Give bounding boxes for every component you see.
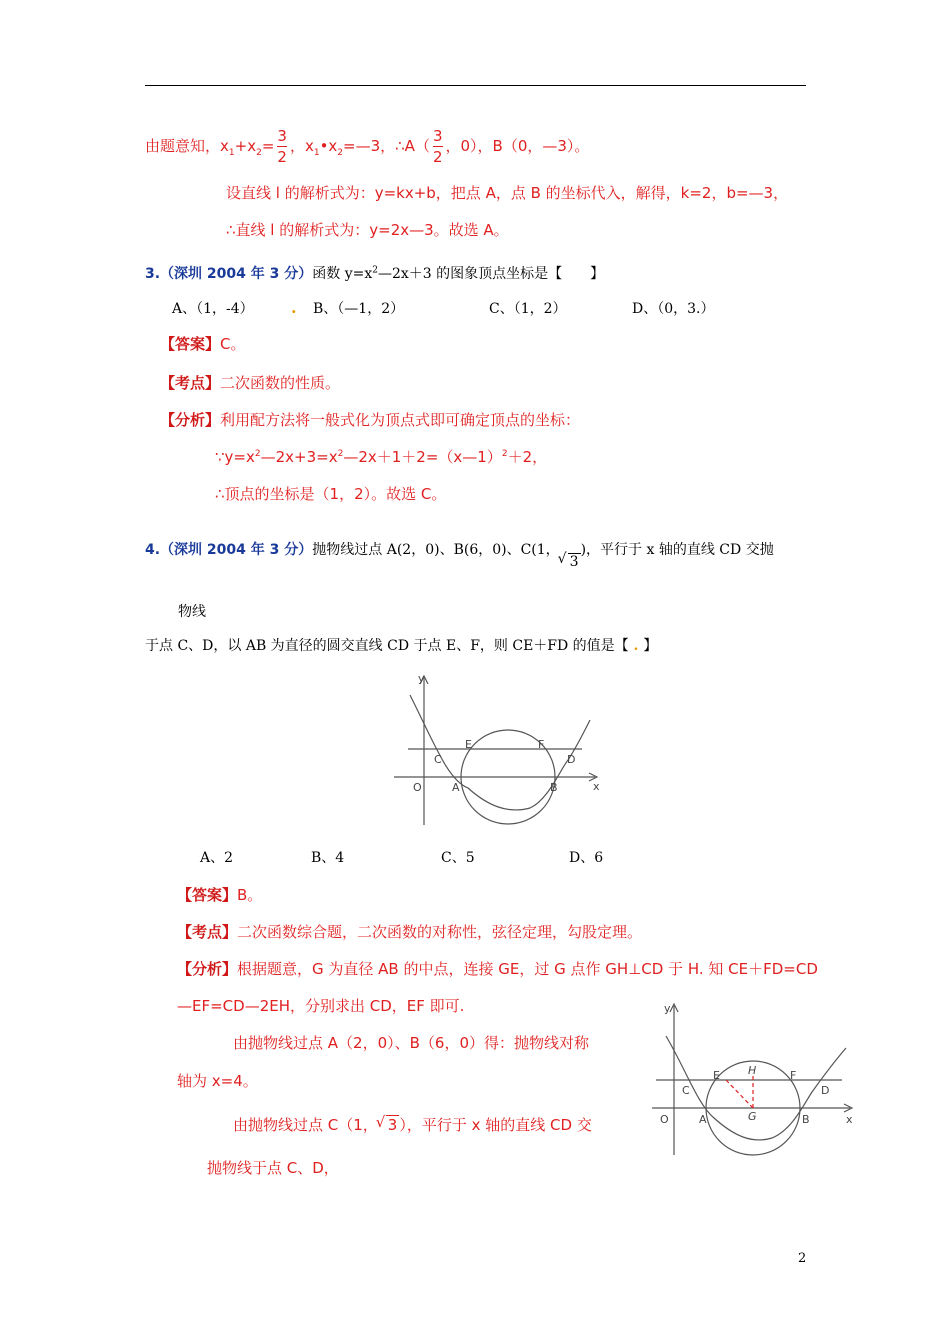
q4-analysis-1: 【分析】根据题意，G 为直径 AB 的中点，连接 GE，过 G 点作 GH⊥CD 于 H. 知 CE＋FD=CD	[177, 960, 818, 978]
label-x: x	[593, 780, 600, 793]
q3-step-2: ∴顶点的坐标是（1，2）。故选 C。	[215, 485, 447, 503]
q4-answer: 【答案】B。	[177, 886, 263, 904]
label-c: C	[682, 1084, 690, 1097]
q4-analysis-4: 轴为 x=4。	[177, 1072, 258, 1090]
label-e: E	[713, 1069, 720, 1082]
segment-ge	[726, 1080, 753, 1108]
fraction-3-2: $\frac{3}{2}$	[432, 127, 443, 166]
prev-line-2: 设直线 l 的解析式为：y=kx+b，把点 A，点 B 的坐标代入，解得，k=2，b=—3，	[226, 184, 789, 202]
label-o: O	[660, 1113, 669, 1126]
sqrt-3: √ 3	[386, 1115, 400, 1134]
q3-option-b: B、（—1，2）	[313, 301, 405, 317]
label-h: H	[748, 1064, 757, 1077]
label-c: C	[434, 753, 442, 766]
label-y: y	[664, 1002, 671, 1015]
prev-line-1: 由题意知，$x_1+x_2=$ $\frac{3}{2}$ ，$x_1•x_2=—3$，∴A（ $\frac{3}{2}$ ，0），B（0，—3）。	[145, 127, 590, 166]
q3-stem: 3.（深圳 2004 年 3 分）函数 $y=x^2—2x+3$ 的图象顶点坐标是【 】	[145, 265, 605, 282]
sqrt-3: √ 3	[568, 553, 581, 570]
q3-step-1: $\because y=x^2—2x+3=x^2—2x+1+2=(x—1)^2+2$，	[215, 448, 548, 466]
header-rule	[145, 85, 806, 86]
page-number: 2	[798, 1251, 807, 1266]
label-o: O	[413, 781, 422, 794]
label-a: A	[699, 1113, 707, 1126]
decor-dot: .	[628, 638, 644, 654]
q4-point: 【考点】二次函数综合题，二次函数的对称性，弦径定理，勾股定理。	[177, 923, 643, 941]
label-e: E	[465, 738, 472, 751]
label-f: F	[538, 738, 545, 751]
decor-dot: .	[291, 298, 297, 317]
q4-stem-cont-1: 物线	[178, 604, 206, 620]
q4-solution-figure	[652, 1000, 862, 1160]
q3-analysis: 【分析】利用配方法将一般式化为顶点式即可确定顶点的坐标：	[160, 411, 581, 429]
q3-point: 【考点】二次函数的性质。	[160, 374, 341, 392]
label-d: D	[821, 1084, 830, 1097]
q4-analysis-3: 由抛物线过点 A（2，0）、B（6，0）得：抛物线对称	[233, 1034, 589, 1052]
q4-stem-cont-2: 于点 C、D，以 AB 为直径的圆交直线 CD 于点 E、F，则 CE＋FD 的值是【 . 】	[145, 638, 658, 654]
q3-option-d: D、（0，3.）	[632, 301, 715, 317]
q3-option-c: C、（1，2）	[489, 301, 567, 317]
q4-stem: 4.（深圳 2004 年 3 分）抛物线过点 A(2，0)、B(6，0)、C(1，√ 3)，平行于 x 轴的直线 CD 交抛	[145, 539, 774, 559]
fraction-3-2: $\frac{3}{2}$	[277, 127, 287, 166]
label-b: B	[802, 1113, 810, 1126]
prev-line-3: ∴直线 l 的解析式为：y=2x—3。故选 A。	[226, 221, 509, 239]
q4-option-b: B、4	[311, 850, 345, 866]
label-f: F	[790, 1069, 797, 1082]
parabola	[666, 1036, 846, 1140]
q4-option-c: C、5	[441, 850, 475, 866]
q4-analysis-6: 抛物线于点 C、D，	[207, 1159, 339, 1177]
q4-analysis-2: —EF=CD—2EH，分别求出 CD，EF 即可.	[177, 997, 465, 1015]
q4-option-d: D、6	[569, 850, 604, 866]
label-a: A	[452, 781, 460, 794]
label-y: y	[418, 672, 425, 685]
label-d: D	[567, 753, 576, 766]
label-x: x	[846, 1113, 853, 1126]
q4-figure	[390, 670, 610, 830]
q4-option-a: A、2	[200, 850, 234, 866]
label-g: G	[748, 1110, 757, 1123]
q3-option-a: A、（1，-4）	[172, 301, 254, 317]
label-b: B	[550, 781, 558, 794]
q4-analysis-5: 由抛物线过点 C（1，√ 3 ），平行于 x 轴的直线 CD 交	[233, 1114, 592, 1135]
q3-answer: 【答案】C。	[160, 335, 246, 353]
